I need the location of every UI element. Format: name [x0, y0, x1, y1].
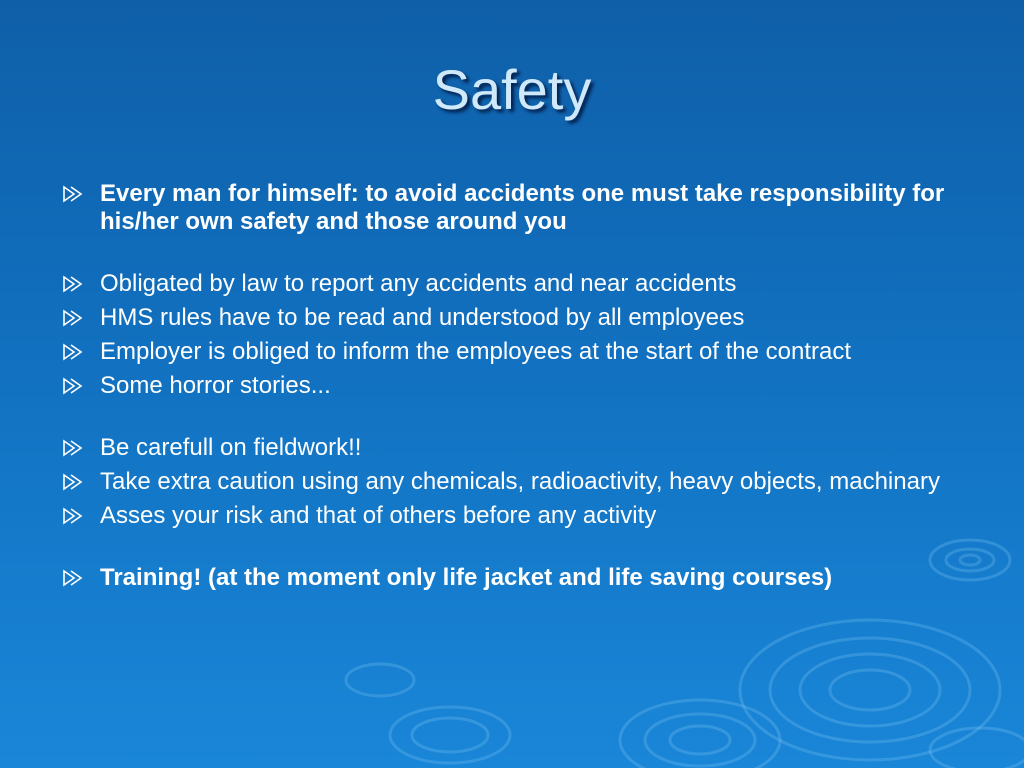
arrow-bullet-icon: [62, 274, 84, 294]
arrow-bullet-icon: [62, 184, 84, 204]
bullet-item: [62, 372, 982, 400]
bullet-text: Be carefull on fieldwork!!: [100, 434, 362, 461]
bullet-item: [62, 434, 982, 462]
bullet-text: Some horror stories...: [100, 372, 331, 399]
arrow-bullet-icon: [62, 376, 84, 396]
bullet-text: Training! (at the moment only life jacket and life saving courses): [100, 564, 833, 591]
bullet-text: Obligated by law to report any accidents and near accidents: [100, 270, 737, 297]
bullet-item: [62, 468, 982, 496]
bullet-text: Asses your risk and that of others before any activity: [100, 502, 657, 529]
bullet-item: [62, 338, 982, 366]
bullet-item: [62, 502, 982, 530]
arrow-bullet-icon: [62, 308, 84, 328]
bullet-item: [62, 564, 982, 592]
bullet-list: [62, 180, 982, 598]
bullet-text: Take extra caution using any chemicals, radioactivity, heavy objects, machinary: [100, 468, 940, 495]
bullet-item: [62, 304, 982, 332]
bullet-text: Every man for himself: to avoid accidents one must take responsibility for his/her own safety and those around you: [100, 180, 945, 235]
arrow-bullet-icon: [62, 472, 84, 492]
arrow-bullet-icon: [62, 568, 84, 588]
bullet-item: [62, 270, 982, 298]
bullet-text: Employer is obliged to inform the employees at the start of the contract: [100, 338, 852, 365]
arrow-bullet-icon: [62, 506, 84, 526]
arrow-bullet-icon: [62, 342, 84, 362]
bullet-text: HMS rules have to be read and understood by all employees: [100, 304, 745, 331]
slide-title: Safety: [432, 58, 592, 121]
arrow-bullet-icon: [62, 438, 84, 458]
bullet-item: [62, 180, 982, 236]
